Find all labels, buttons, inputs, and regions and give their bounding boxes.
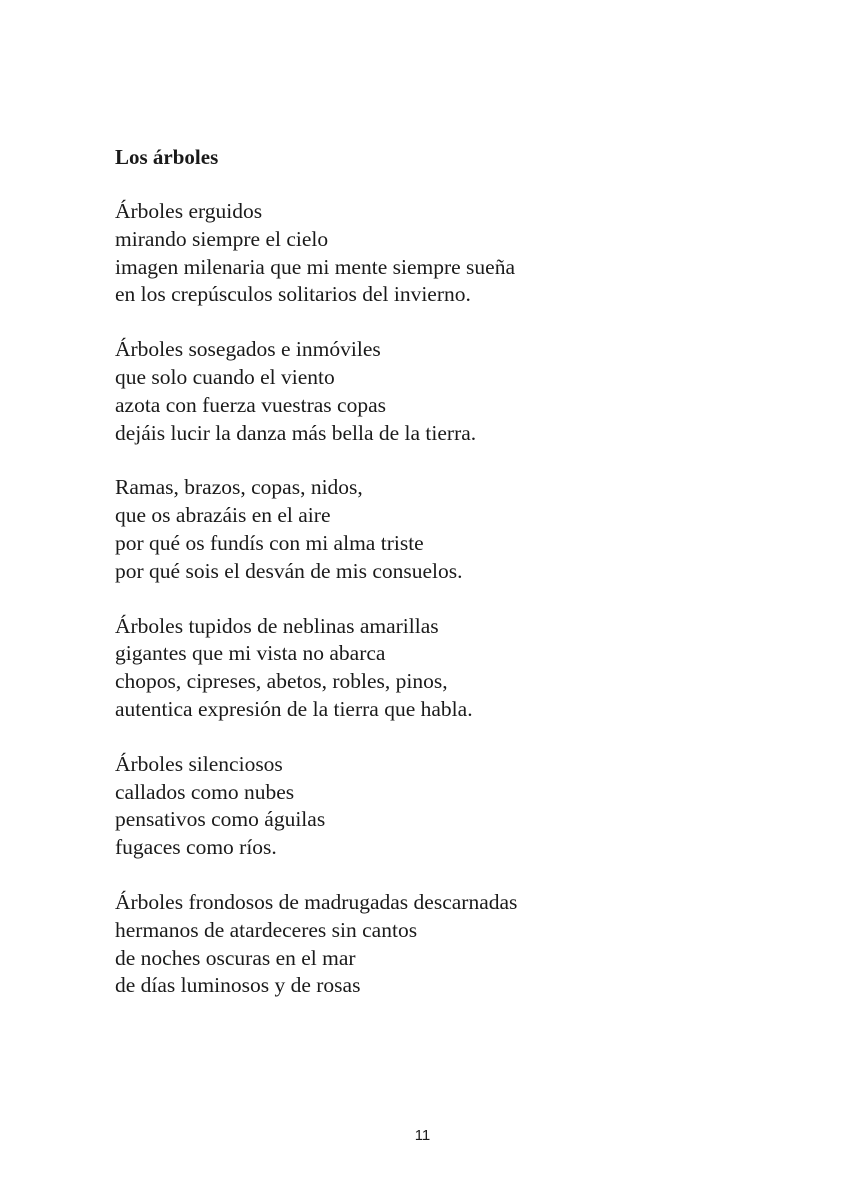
- verse-line: gigantes que mi vista no abarca: [115, 641, 386, 666]
- verse-line: chopos, cipreses, abetos, robles, pinos,: [115, 669, 448, 694]
- verse-line: imagen milenaria que mi mente siempre sueña: [115, 254, 515, 279]
- verse-line: Ramas, brazos, copas, nidos,: [115, 475, 363, 500]
- stanza-2: [115, 336, 795, 447]
- poem-title: Los árboles: [115, 145, 219, 169]
- verse-line: callados como nubes: [115, 779, 295, 804]
- stanza-5: [115, 751, 795, 862]
- stanza-1: [115, 198, 795, 309]
- verse-line: Árboles erguidos: [115, 199, 263, 223]
- verse-line: que os abrazáis en el aire: [115, 503, 331, 528]
- verse-line: de noches oscuras en el mar: [115, 945, 356, 970]
- verse-line: hermanos de atardeceres sin cantos: [115, 917, 418, 942]
- verse-line: Árboles silenciosos: [115, 751, 283, 776]
- verse-line: azota con fuerza vuestras copas: [115, 392, 386, 417]
- verse-line: Árboles frondosos de madrugadas descarnadas: [115, 889, 518, 914]
- verse-line: Árboles tupidos de neblinas amarillas: [115, 613, 439, 638]
- verse-line: pensativos como águilas: [115, 807, 326, 832]
- page-number: 11: [414, 1127, 431, 1144]
- verse-line: fugaces como ríos.: [115, 835, 277, 860]
- stanza-6: [115, 889, 795, 1000]
- verse-line: autentica expresión de la tierra que habla.: [115, 696, 473, 721]
- stanza-4: [115, 613, 795, 724]
- verse-line: en los crepúsculos solitarios del invierno.: [115, 282, 471, 307]
- poem: [115, 143, 795, 1027]
- stanza-3: [115, 474, 795, 585]
- verse-line: dejáis lucir la danza más bella de la tierra.: [115, 420, 477, 445]
- verse-line: por qué sois el desván de mis consuelos.: [115, 558, 463, 583]
- verse-line: mirando siempre el cielo: [115, 226, 329, 251]
- verse-line: de días luminosos y de rosas: [115, 973, 361, 998]
- verse-line: Árboles sosegados e inmóviles: [115, 337, 381, 362]
- verse-line: que solo cuando el viento: [115, 364, 335, 389]
- verse-line: por qué os fundís con mi alma triste: [115, 530, 424, 555]
